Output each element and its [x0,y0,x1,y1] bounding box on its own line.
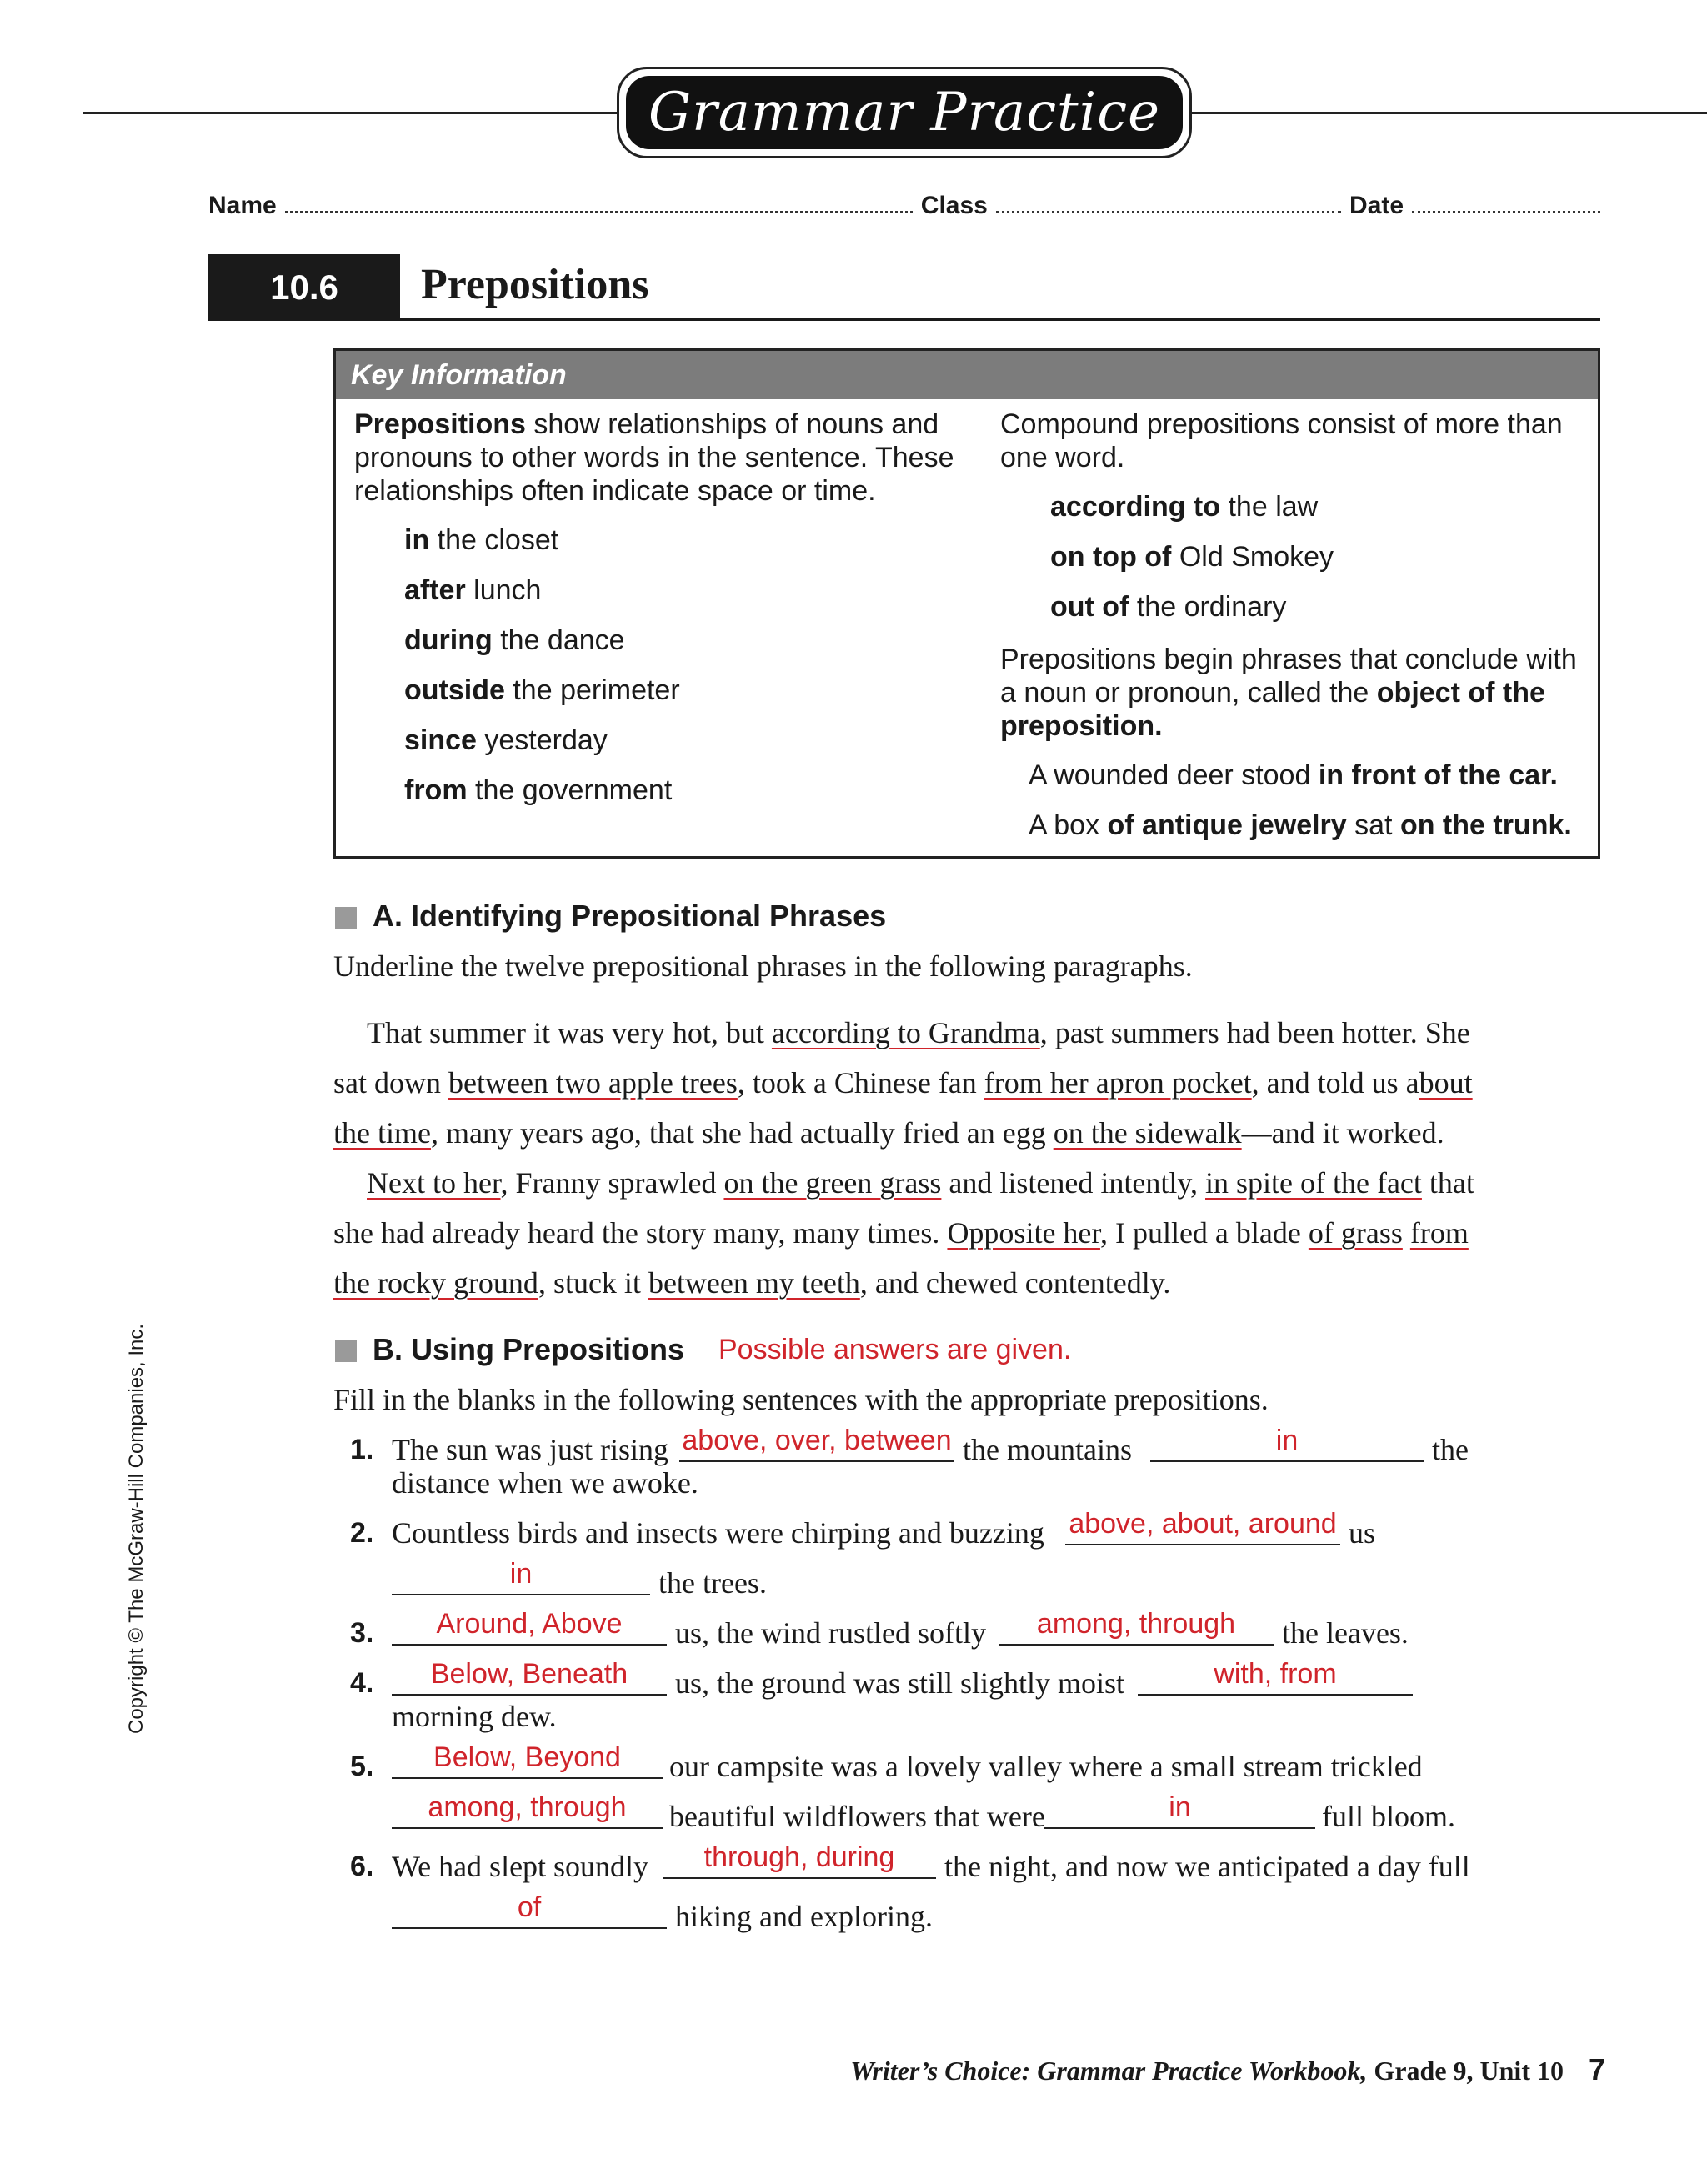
phrase-of-grass[interactable]: of grass [1308,1216,1403,1250]
phrase-next-to-her[interactable]: Next to her [367,1166,501,1200]
name-label: Name [208,192,277,219]
section-number: 10.6 [208,254,400,321]
part-b-bullet [335,1340,357,1362]
class-field[interactable] [996,211,1341,213]
class-label: Class [920,192,988,219]
name-field[interactable] [285,211,913,213]
phrase-on-the-sidewalk[interactable]: on the sidewalk [1053,1116,1242,1150]
blank-3[interactable]: above, about, around [1065,1509,1340,1545]
key-left-line2: pronouns to other words in the sentence. These [354,442,954,473]
blank-10[interactable]: among, through [392,1792,663,1829]
key-right-line2: one word. [1000,442,1125,473]
s4-text-b: morning dew. [392,1700,557,1733]
page-number: 7 [1588,2052,1605,2086]
s1-text-c: the [1432,1433,1469,1466]
key-right-intro [1000,408,1563,474]
phrase-between-my-teeth[interactable]: between my teeth [648,1266,860,1300]
blank-4[interactable]: in [392,1559,650,1595]
s6-text-c: hiking and exploring. [675,1900,933,1933]
banner-title: Grammar Practice [648,82,1160,143]
section-title: Prepositions [421,261,649,308]
paragraph-line-5: she had already heard the story many, many times. Opposite her, I pulled a blade of grass from [333,1216,1469,1250]
key-left-line1: show relationships of nouns and [525,408,939,440]
s3-text-b: the leaves. [1282,1616,1409,1650]
part-b-instruction: Fill in the blanks in the following sentences with the appropriate prepositions. [333,1383,1269,1416]
footer-book-title: Writer’s Choice: Grammar Practice Workbook, [850,2056,1368,2086]
s6-text-b: the night, and now we anticipated a day full [944,1850,1470,1883]
phrase-about-the-time-part2[interactable]: the time [333,1116,431,1150]
name-class-date-row [208,192,1600,220]
key-right-line1: Compound prepositions consist of more than [1000,408,1563,440]
item-number-1: 1. [350,1434,374,1465]
s1-text-b: the mountains [963,1433,1132,1466]
blank-8[interactable]: with, from [1138,1659,1413,1696]
phrase-in-spite-of-the-fact[interactable]: in spite of the fact [1205,1166,1422,1200]
copyright-notice: Copyright © The McGraw-Hill Companies, Inc. [125,1323,148,1734]
section-rule [400,318,1600,321]
blank-13[interactable]: of [392,1892,667,1929]
s1-text-a: The sun was just rising [392,1433,668,1466]
example-4: outside the perimeter [404,674,680,706]
date-field[interactable] [1412,211,1600,213]
footer [850,2052,1605,2087]
s4-text-a: us, the ground was still slightly moist [675,1666,1125,1700]
blank-7[interactable]: Below, Beneath [392,1659,667,1696]
part-a-bullet [335,907,357,929]
item-number-4: 4. [350,1667,374,1699]
blank-12[interactable]: through, during [663,1842,936,1879]
item-number-3: 3. [350,1617,374,1649]
example-6: from the government [404,774,673,806]
blank-9[interactable]: Below, Beyond [392,1742,663,1779]
paragraph-line-2: sat down between two apple trees, took a Chinese fan from her apron pocket, and told us about [333,1066,1473,1100]
part-b-note: Possible answers are given. [718,1334,1072,1365]
compound-2: on top of Old Smokey [1050,541,1334,573]
phrase-opposite-her[interactable]: Opposite her [947,1216,1100,1250]
phrase-on-the-green-grass[interactable]: on the green grass [723,1166,942,1200]
blank-2[interactable]: in [1150,1425,1424,1462]
blank-6[interactable]: among, through [999,1609,1274,1646]
phrase-from-the-rocky-ground-part1[interactable]: from [1409,1216,1469,1250]
blank-5[interactable]: Around, Above [392,1609,667,1646]
item-number-5: 5. [350,1751,374,1782]
s1-text-d: distance when we awoke. [392,1466,698,1500]
banner-inner [626,76,1183,149]
s5-text-c: full bloom. [1322,1800,1455,1833]
part-b-heading: B. Using Prepositions [373,1332,685,1366]
key-information-box [333,348,1600,859]
example-5: since yesterday [404,724,608,756]
part-a-instruction: Underline the twelve prepositional phrases in the following paragraphs. [333,949,1193,983]
phrase-from-the-rocky-ground-part2[interactable]: the rocky ground [333,1266,538,1300]
key-object-text: Prepositions begin phrases that conclude with a noun or pronoun, called the object of the preposition. [1000,644,1577,742]
key-left-line3: relationships often indicate space or time. [354,475,876,507]
s3-text-a: us, the wind rustled softly [675,1616,986,1650]
blank-11[interactable]: in [1044,1792,1315,1829]
example-3: during the dance [404,624,625,656]
key-information-heading: Key Information [336,351,1598,399]
key-left-intro [354,408,954,508]
compound-1: according to the law [1050,491,1319,523]
key-left-bold: Prepositions [354,408,526,440]
phrase-from-her-apron-pocket[interactable]: from her apron pocket [984,1066,1252,1100]
key-sentence-1: A wounded deer stood in front of the car. [1029,759,1558,791]
phrase-according-to-grandma[interactable]: according to Grandma [771,1016,1040,1049]
key-sentence-2: A box of antique jewelry sat on the trunk. [1029,809,1572,841]
s2-text-c: the trees. [658,1566,767,1600]
s6-text-a: We had slept soundly [392,1850,649,1883]
paragraph-line-1: That summer it was very hot, but according to Grandma, past summers had been hotter. She [367,1016,1470,1049]
s5-text-b: beautiful wildflowers that were [669,1800,1045,1833]
phrase-between-two-apple-trees[interactable]: between two apple trees [448,1066,738,1100]
paragraph-line-4: Next to her, Franny sprawled on the green grass and listened intently, in spite of the fact that [367,1166,1474,1200]
footer-grade: Grade 9, Unit 10 [1367,2056,1564,2086]
s2-text-b: us [1349,1516,1376,1550]
part-a-heading: A. Identifying Prepositional Phrases [373,899,887,933]
paragraph-line-6: the rocky ground, stuck it between my teeth, and chewed contentedly. [333,1266,1171,1300]
item-number-2: 2. [350,1517,374,1549]
banner [617,67,1192,158]
example-1: in the closet [404,524,559,556]
banner-rule-right [1190,112,1707,114]
paragraph-line-3: the time, many years ago, that she had actually fried an egg on the sidewalk—and it worked. [333,1116,1444,1150]
item-number-6: 6. [350,1851,374,1882]
s2-text-a: Countless birds and insects were chirping and buzzing [392,1516,1044,1550]
blank-1[interactable]: above, over, between [679,1425,954,1462]
s5-text-a: our campsite was a lovely valley where a small stream trickled [669,1750,1423,1783]
date-label: Date [1349,192,1404,219]
banner-rule-left [83,112,618,114]
compound-3: out of the ordinary [1050,591,1287,623]
example-2: after lunch [404,574,542,606]
phrase-about-the-time-part1[interactable]: bout [1419,1066,1473,1100]
